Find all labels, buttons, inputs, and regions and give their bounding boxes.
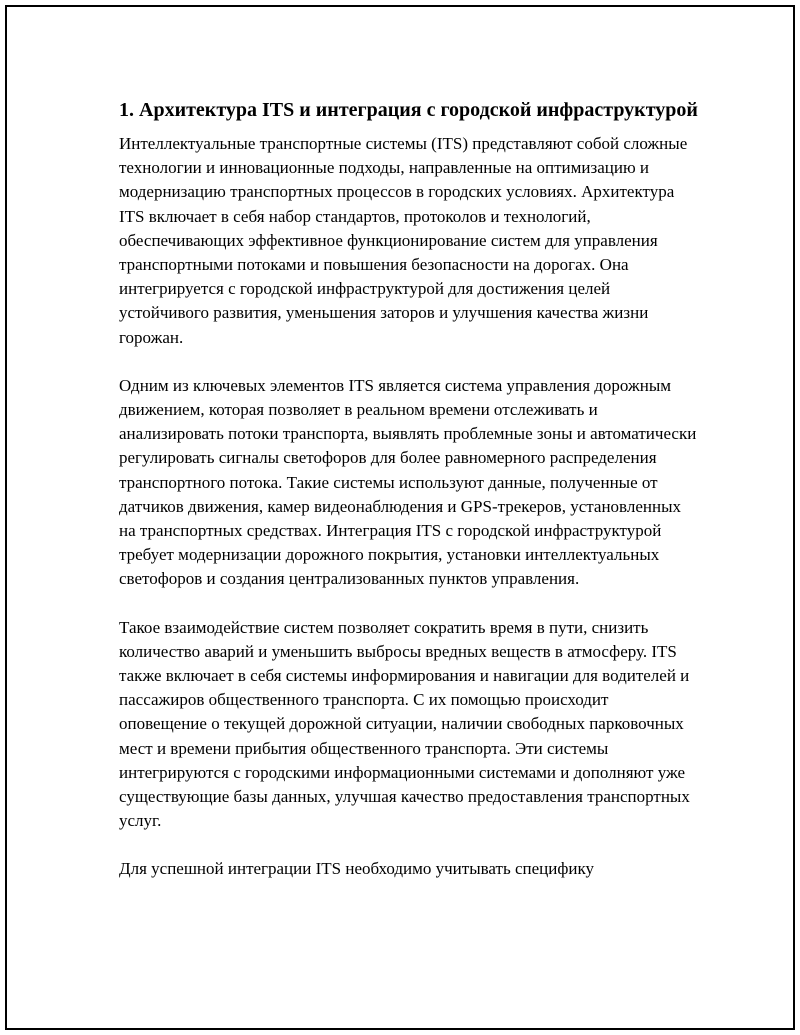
- paragraph-2: Одним из ключевых элементов ITS является система управления дорожным движением, которая позволяет в реальном времени отслеживать и анализировать потоки транспорта, выявлять проблемные зоны и автоматически регулировать сигналы светофоров для более равномерного распределения транспортного потока. Такие системы используют данные, полученные от датчиков движения, камер видеонаблюдения и GPS-трекеров, установленных на транспортных средствах. Интеграция ITS с городской инфраструктурой требует модернизации дорожного покрытия, установки интеллектуальных светофоров и создания централизованных пунктов управления.: [119, 375, 697, 589]
- document-body: [119, 97, 699, 906]
- paragraph-4: Для успешной интеграции ITS необходимо учитывать специфику: [119, 859, 594, 879]
- section-heading: 1. Архитектура ITS и интеграция с городской инфраструктурой: [119, 99, 698, 121]
- paragraph-3: Такое взаимодействие систем позволяет сократить время в пути, снизить количество аварий и уменьшить выбросы вредных веществ в атмосферу. ITS также включает в себя системы информирования и навигации для водителей и пассажиров общественного транспорта. С их помощью происходит оповещение о текущей дорожной ситуации, наличии свободных парковочных мест и времени прибытия общественного транспорта. Эти системы интегрируются с городскими информационными системами и дополняют уже существующие базы данных, улучшая качество предоставления транспортных услуг.: [119, 617, 690, 831]
- page-frame: [5, 5, 795, 1030]
- paragraph-1: Интеллектуальные транспортные системы (ITS) представляют собой сложные технологии и инновационные подходы, направленные на оптимизацию и модернизацию транспортных процессов в городских условиях. Архитектура ITS включает в себя набор стандартов, протоколов и технологий, обеспечивающих эффективное функционирование систем для управления транспортными потоками и повышения безопасности на дорогах. Она интегрируется с городской инфраструктурой для достижения целей устойчивого развития, уменьшения заторов и улучшения качества жизни горожан.: [119, 134, 688, 347]
